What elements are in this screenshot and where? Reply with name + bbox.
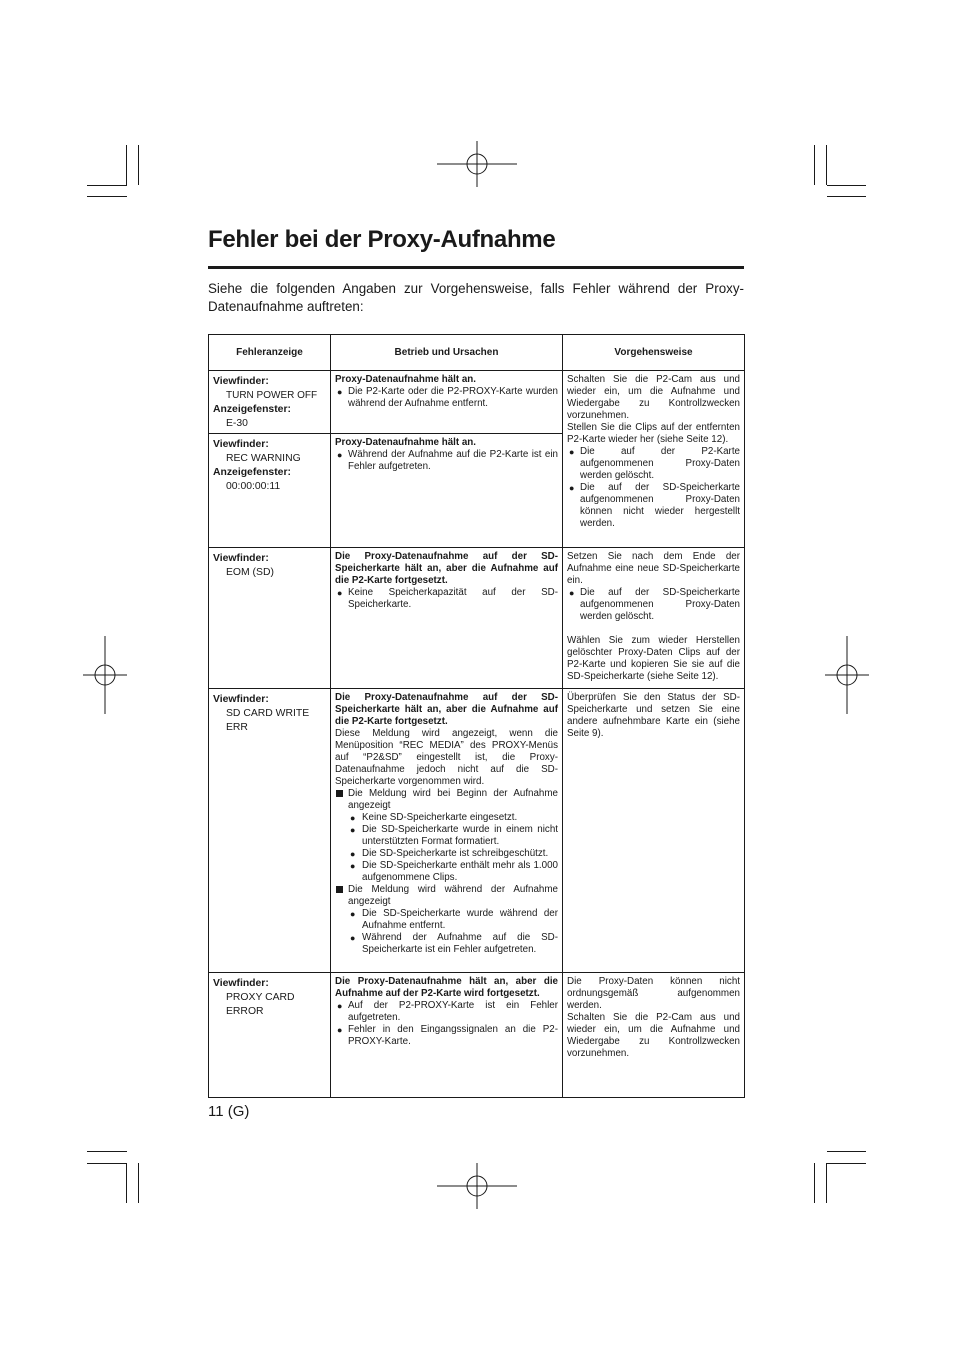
registration-mark-icon — [437, 1163, 517, 1209]
crop-mark — [87, 1163, 127, 1164]
remedy-text: Schalten Sie die P2-Cam aus und wieder ein, um die Aufnahme und Wiedergabe zu Kontrollzwecken vorzunehmen. — [567, 374, 740, 421]
list-item: ● Die P2-Karte oder die P2-PROXY-Karte wurden während der Aufnahme entfernt. — [337, 386, 558, 409]
cause-heading: Proxy-Datenaufnahme hält an. — [335, 437, 476, 448]
crop-mark — [827, 1163, 866, 1164]
cause-heading: Die Proxy-Datenaufnahme auf der SD-Speicherkarte hält an, aber die Aufnahme auf die P2-Karte fortgesetzt. — [335, 551, 558, 586]
bullet-icon: ● — [337, 450, 343, 460]
list-item: ● Während der Aufnahme auf die P2-Karte ist ein Fehler aufgetreten. — [337, 449, 558, 472]
bullet-icon: ● — [350, 825, 356, 835]
list-item: ● Die auf der SD-Speicherkarte aufgenommenen Proxy-Daten können nicht wieder hergestellt werden. — [569, 482, 740, 529]
display-value: EOM (SD) — [226, 567, 274, 578]
cause-cell — [331, 371, 563, 434]
crop-mark — [87, 1151, 127, 1152]
crop-mark — [138, 1163, 139, 1203]
list-item: Die Meldung wird bei Beginn der Aufnahme angezeigt — [335, 788, 558, 812]
list-item: ● Die auf der SD-Speicherkarte aufgenommenen Proxy-Daten werden gelöscht. — [569, 587, 740, 622]
registration-mark-icon — [437, 141, 517, 187]
display-label: Anzeigefenster: — [213, 404, 291, 415]
remedy-text: Schalten Sie die P2-Cam aus und wieder ein, um die Aufnahme und Wiedergabe zu Kontrollzwecken vorzunehmen. — [567, 1012, 740, 1059]
crop-mark — [827, 185, 866, 186]
remedy-text: Die Proxy-Daten können nicht ordnungsgemäß aufgenommen werden. — [567, 976, 740, 1011]
remedy-text: Stellen Sie die Clips auf der entfernten P2-Karte wieder her (siehe Seite 12). — [567, 422, 740, 445]
square-bullet-icon — [336, 886, 343, 893]
display-value: 00:00:00:11 — [226, 481, 281, 492]
column-header: Vorgehensweise — [563, 335, 745, 371]
remedy-cell — [563, 973, 745, 1098]
cause-heading: Proxy-Datenaufnahme hält an. — [335, 374, 476, 385]
error-display-cell — [209, 973, 331, 1098]
list-item: ● Die SD-Speicherkarte wurde während der Aufnahme entfernt. — [350, 908, 558, 931]
display-value: PROXY CARD ERROR — [226, 992, 295, 1017]
bullet-icon: ● — [569, 483, 575, 493]
bullet-icon: ● — [337, 387, 343, 397]
table-row — [209, 548, 745, 689]
remedy-cell — [563, 371, 745, 548]
cause-heading: Die Proxy-Datenaufnahme hält an, aber die Aufnahme auf der P2-Karte wird fortgesetzt. — [335, 976, 558, 999]
display-label: Viewfinder: — [213, 439, 269, 450]
display-value: REC WARNING — [226, 453, 301, 464]
remedy-cell — [563, 548, 745, 689]
intro-text: Siehe die folgenden Angaben zur Vorgehensweise, falls Fehler während der Proxy-Datenaufnahme auftreten: — [208, 281, 744, 314]
display-value: TURN POWER OFF — [226, 390, 318, 401]
cause-cell — [331, 689, 563, 973]
bullet-icon: ● — [350, 861, 356, 871]
crop-mark — [87, 185, 127, 186]
cause-cell — [331, 434, 563, 548]
bullet-icon: ● — [337, 1025, 343, 1035]
error-table — [208, 334, 745, 1098]
crop-mark — [814, 145, 815, 185]
remedy-text: Wählen Sie zum wieder Herstellen gelöschter Proxy-Daten Clips auf der P2-Karte und kopieren Sie sie auf die SD-Speicherkarte (siehe Seite 12). — [567, 635, 740, 682]
list-item: ● Keine Speicherkapazität auf der SD-Speicherkarte. — [337, 587, 558, 610]
crop-mark — [126, 145, 127, 185]
list-item: ● Fehler in den Eingangssignalen an die P2-PROXY-Karte. — [337, 1024, 558, 1047]
crop-mark — [126, 1163, 127, 1203]
crop-mark — [814, 1163, 815, 1203]
display-value: SD CARD WRITE ERR — [226, 708, 310, 733]
display-label: Viewfinder: — [213, 376, 269, 387]
bullet-icon: ● — [569, 588, 575, 598]
display-value: E-30 — [226, 418, 248, 429]
list-item: ● Die SD-Speicherkarte wurde in einem nicht unterstützten Format formatiert. — [350, 824, 558, 847]
crop-mark — [827, 1151, 866, 1152]
bullet-icon: ● — [569, 447, 575, 457]
registration-mark-icon — [825, 636, 869, 714]
table-row — [209, 973, 745, 1098]
crop-mark — [138, 145, 139, 185]
cause-heading: Die Proxy-Datenaufnahme auf der SD-Speicherkarte hält an, aber die Aufnahme auf die P2-Karte fortgesetzt. — [335, 692, 558, 727]
bullet-icon: ● — [337, 588, 343, 598]
crop-mark — [87, 196, 127, 197]
list-item: ● Auf der P2-PROXY-Karte ist ein Fehler aufgetreten. — [337, 1000, 558, 1023]
list-item: ● Während der Aufnahme auf die SD-Speicherkarte ist ein Fehler aufgetreten. — [350, 932, 558, 955]
bullet-icon: ● — [350, 849, 356, 859]
bullet-icon: ● — [350, 933, 356, 943]
display-label: Viewfinder: — [213, 978, 269, 989]
cause-text: Diese Meldung wird angezeigt, wenn die Menüposition “REC MEDIA” des PROXY-Menüs auf “P2&SD” eingestellt ist, die Proxy-Datenaufnahme jedoch nicht auf die SD-Speicherkarte vorgenommen wird. — [335, 728, 558, 787]
bullet-icon: ● — [350, 909, 356, 919]
bullet-icon: ● — [350, 813, 356, 823]
square-bullet-icon — [336, 790, 343, 797]
crop-mark — [826, 145, 827, 185]
display-label: Viewfinder: — [213, 694, 269, 705]
table-row — [209, 689, 745, 973]
bullet-icon: ● — [337, 1001, 343, 1011]
cause-cell — [331, 973, 563, 1098]
list-item: ● Keine SD-Speicherkarte eingesetzt. — [350, 812, 518, 823]
column-header: Fehleranzeige — [209, 335, 331, 371]
list-item: ● Die auf der P2-Karte aufgenommenen Proxy-Daten werden gelöscht. — [569, 446, 740, 481]
crop-mark — [826, 1163, 827, 1203]
remedy-text: Setzen Sie nach dem Ende der Aufnahme eine neue SD-Speicherkarte ein. — [567, 551, 740, 586]
error-display-cell — [209, 689, 331, 973]
display-label: Anzeigefenster: — [213, 467, 291, 478]
list-item: Die Meldung wird während der Aufnahme angezeigt — [335, 884, 558, 908]
remedy-cell — [563, 689, 745, 973]
error-display-cell — [209, 371, 331, 434]
table-header-row — [209, 335, 745, 371]
error-display-cell — [209, 548, 331, 689]
cause-cell — [331, 548, 563, 689]
remedy-text: Überprüfen Sie den Status der SD-Speicherkarte und setzen Sie eine andere aufnehmbare Karte ein (siehe Seite 9). — [567, 692, 740, 739]
registration-mark-icon — [83, 636, 127, 714]
list-item: ● Die SD-Speicherkarte enthält mehr als 1.000 aufgenommene Clips. — [350, 860, 558, 883]
error-display-cell — [209, 434, 331, 548]
display-label: Viewfinder: — [213, 553, 269, 564]
column-header: Betrieb und Ursachen — [331, 335, 563, 371]
title-rule — [208, 266, 744, 269]
list-item: ● Die SD-Speicherkarte ist schreibgeschützt. — [350, 848, 549, 859]
page-number: 11 (G) — [208, 1103, 250, 1120]
table-row — [209, 371, 745, 434]
page-title: Fehler bei der Proxy-Aufnahme — [208, 226, 556, 253]
crop-mark — [827, 196, 866, 197]
